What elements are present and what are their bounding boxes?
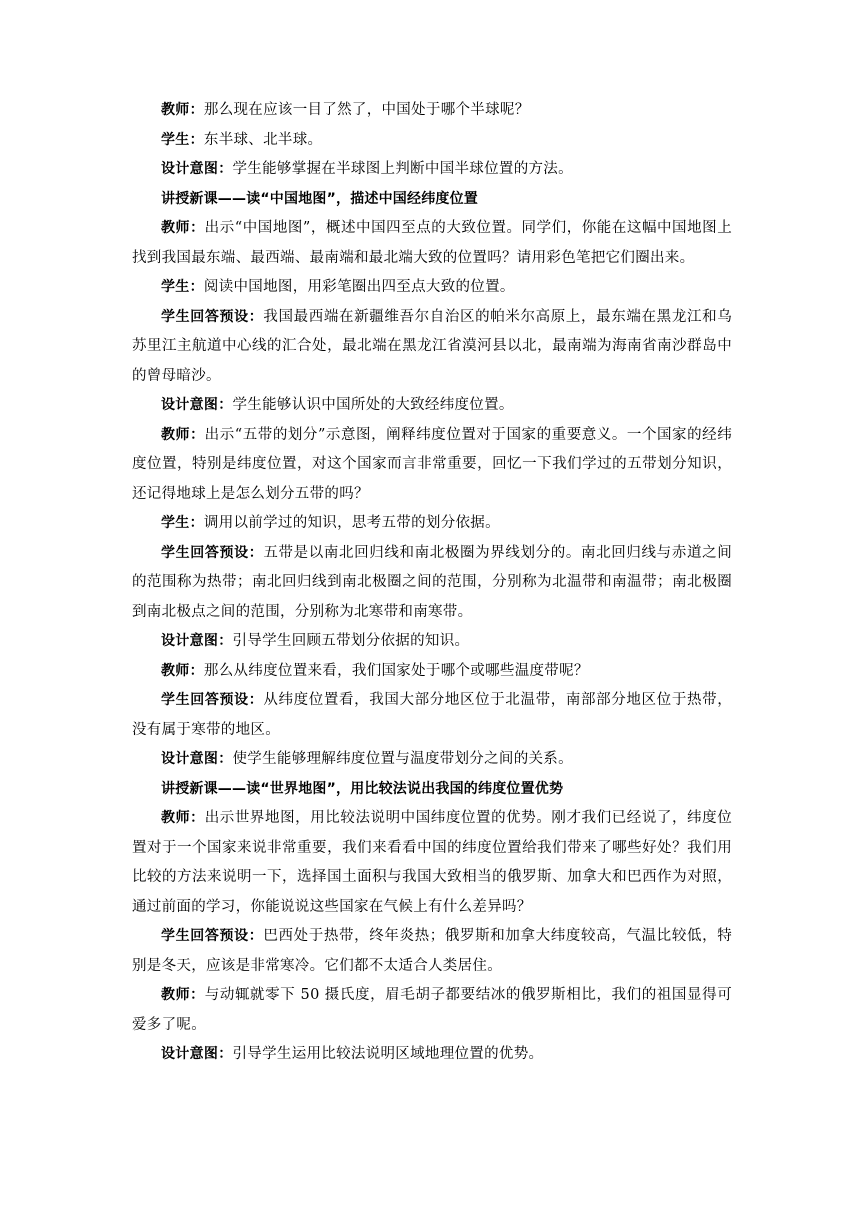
section-heading: 讲授新课——读“世界地图”，用比较法说出我国的纬度位置优势: [161, 780, 564, 797]
speaker-label: 教师：: [161, 426, 205, 443]
design-intent-label: 设计意图：: [161, 397, 233, 413]
design-intent-label: 设计意图：: [161, 1046, 233, 1062]
speaker-label: 教师：: [161, 810, 205, 826]
paragraph: [132, 922, 732, 981]
design-intent-label: 设计意图：: [161, 751, 233, 767]
speaker-label: 学生：: [161, 515, 204, 531]
speaker-label: 学生：: [161, 131, 204, 148]
paragraph-text: 阅读中国地图，用彩笔圈出四至点大致的位置。: [203, 279, 515, 295]
paragraph: [132, 539, 732, 628]
paragraph: [132, 421, 732, 510]
speaker-label: 学生回答预设：: [161, 544, 264, 561]
speaker-label: 教师：: [161, 102, 204, 118]
paragraph: [132, 509, 732, 539]
paragraph: [132, 391, 732, 421]
speaker-label: 学生回答预设：: [161, 692, 264, 708]
paragraph-text: 那么现在应该一目了然了，中国处于哪个半球呢？: [203, 102, 530, 118]
paragraph-text: 与动辄就零下 50 摄氏度，眉毛胡子都要结冰的俄罗斯相比，我们的祖国显得可爱多了呢。: [132, 987, 732, 1033]
paragraph: [132, 273, 732, 303]
paragraph-text: 出示“中国地图”，概述中国四至点的大致位置。同学们，你能在这幅中国地图上找到我国最东端、最西端、最南端和最北端大致的位置吗？请用彩色笔把它们圈出来。: [132, 220, 732, 266]
paragraph-text: 学生能够掌握在半球图上判断中国半球位置的方法。: [232, 161, 573, 177]
paragraph: [132, 155, 732, 185]
paragraph: [132, 627, 732, 657]
paragraph-text: 五带是以南北回归线和南北极圈为界线划分的。南北回归线与赤道之间的范围称为热带；南北回归线到南北极圈之间的范围，分别称为北温带和南温带；南北极圈到南北极点之间的范围，分别称为北寒带和南寒带。: [132, 544, 732, 620]
paragraph-text: 使学生能够理解纬度位置与温度带划分之间的关系。: [232, 751, 573, 767]
paragraph-text: 学生能够认识中国所处的大致经纬度位置。: [232, 397, 514, 413]
speaker-label: 教师：: [161, 987, 205, 1003]
paragraph-text: 引导学生回顾五带划分依据的知识。: [232, 633, 470, 649]
paragraph-text: 我国最西端在新疆维吾尔自治区的帕米尔高原上，最东端在黑龙江和乌苏里江主航道中心线的汇合处，最北端在黑龙江省漠河县以北，最南端为海南省南沙群岛中的曾母暗沙。: [132, 308, 732, 384]
paragraph: [132, 1040, 732, 1070]
paragraph-text: 那么从纬度位置来看，我们国家处于哪个或哪些温度带呢？: [203, 662, 589, 679]
paragraph-text: 东半球、北半球。: [203, 131, 323, 148]
speaker-label: 教师：: [161, 220, 205, 236]
paragraph-text: 巴西处于热带，终年炎热；俄罗斯和加拿大纬度较高，气温比较低，特别是冬天，应该是非常寒冷。它们都不太适合人类居住。: [132, 928, 732, 974]
paragraph-text: 引导学生运用比较法说明区域地理位置的优势。: [232, 1046, 544, 1062]
paragraph-text: 调用以前学过的知识，思考五带的划分依据。: [203, 515, 500, 531]
speaker-label: 学生：: [161, 279, 204, 295]
document-page: [132, 96, 732, 1070]
paragraph: [132, 303, 732, 392]
paragraph: [132, 745, 732, 775]
paragraph-text: 从纬度位置看，我国大部分地区位于北温带，南部部分地区位于热带，没有属于寒带的地区。: [132, 692, 732, 738]
speaker-label: 学生回答预设：: [161, 308, 264, 325]
paragraph: [132, 657, 732, 687]
paragraph: [132, 96, 732, 126]
speaker-label: 教师：: [161, 662, 204, 679]
paragraph: [132, 804, 732, 922]
section-heading: 讲授新课——读“中国地图”，描述中国经纬度位置: [161, 190, 479, 207]
paragraph: [132, 686, 732, 745]
design-intent-label: 设计意图：: [161, 161, 233, 177]
paragraph-text: 出示“五带的划分”示意图，阐释纬度位置对于国家的重要意义。一个国家的经纬度位置，特别是纬度位置，对这个国家而言非常重要，回忆一下我们学过的五带划分知识，还记得地球上是怎么划分五带的吗？: [132, 426, 732, 502]
paragraph: [132, 981, 732, 1040]
paragraph: [132, 126, 732, 156]
speaker-label: 学生回答预设：: [161, 928, 264, 944]
paragraph-text: 出示世界地图，用比较法说明中国纬度位置的优势。刚才我们已经说了，纬度位置对于一个国家来说非常重要，我们来看看中国的纬度位置给我们带来了哪些好处？我们用比较的方法来说明一下，选择国土面积与我国大致相当的俄罗斯、加拿大和巴西作为对照，通过前面的学习，你能说说这些国家在气候上有什么差异吗？: [132, 810, 732, 915]
design-intent-label: 设计意图：: [161, 633, 233, 649]
paragraph: [132, 214, 732, 273]
